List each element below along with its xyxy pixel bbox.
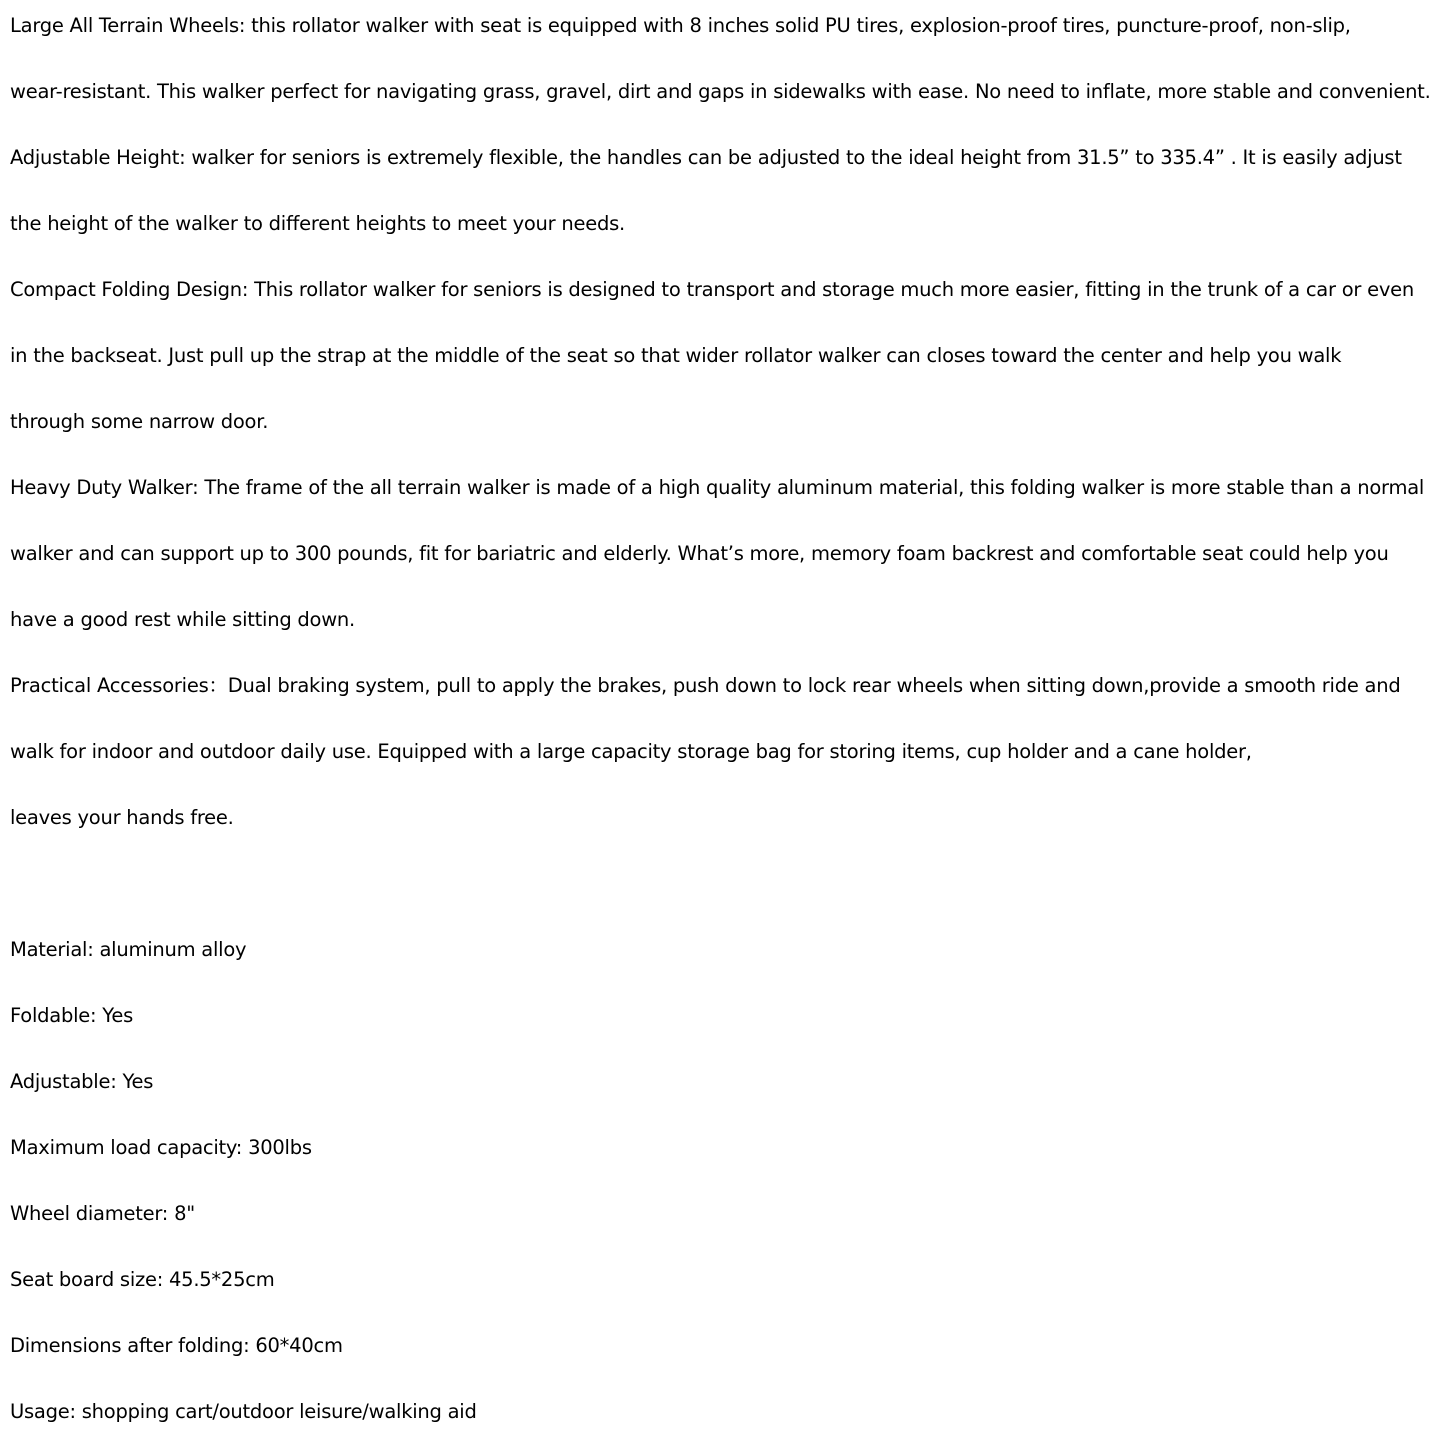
feature-heavy-duty-line-2: walker and can support up to 300 pounds, fit for bariatric and elderly. What’s more, memory foam backrest and comfortable seat could help you [10, 542, 1389, 565]
feature-accessories-line-1: Practical Accessories：Dual braking system, pull to apply the brakes, push down to lock rear wheels when sitting down,provide a smooth ride and [10, 674, 1401, 697]
feature-accessories-line-2: walk for indoor and outdoor daily use. Equipped with a large capacity storage bag for storing items, cup holder and a cane holder, [10, 740, 1252, 763]
spec-folded-dimensions: Dimensions after folding: 60*40cm [10, 1334, 343, 1357]
spec-usage: Usage: shopping cart/outdoor leisure/walking aid [10, 1400, 477, 1423]
feature-heavy-duty-line-1: Heavy Duty Walker: The frame of the all terrain walker is made of a high quality aluminum material, this folding walker is more stable than a normal [10, 476, 1425, 499]
feature-height-line-1: Adjustable Height: walker for seniors is extremely flexible, the handles can be adjusted to the ideal height from 31.5” to 335.4” . It is easily adjust [10, 146, 1402, 169]
spec-max-load: Maximum load capacity: 300lbs [10, 1136, 312, 1159]
feature-wheels-line-2: wear-resistant. This walker perfect for navigating grass, gravel, dirt and gaps in sidewalks with ease. No need to inflate, more stable and convenient. [10, 80, 1431, 103]
feature-folding-line-2: in the backseat. Just pull up the strap at the middle of the seat so that wider rollator walker can closes toward the center and help you walk [10, 344, 1342, 367]
spec-material: Material: aluminum alloy [10, 938, 247, 961]
feature-folding-line-3: through some narrow door. [10, 410, 269, 433]
spec-foldable: Foldable: Yes [10, 1004, 133, 1027]
spec-adjustable: Adjustable: Yes [10, 1070, 154, 1093]
spec-seat-board-size: Seat board size: 45.5*25cm [10, 1268, 275, 1291]
feature-heavy-duty-line-3: have a good rest while sitting down. [10, 608, 355, 631]
feature-wheels-line-1: Large All Terrain Wheels: this rollator walker with seat is equipped with 8 inches solid PU tires, explosion-proof tires, puncture-proof, non-slip, [10, 14, 1351, 37]
feature-accessories-line-3: leaves your hands free. [10, 806, 234, 829]
feature-height-line-2: the height of the walker to different heights to meet your needs. [10, 212, 625, 235]
feature-folding-line-1: Compact Folding Design: This rollator walker for seniors is designed to transport and storage much more easier, fitting in the trunk of a car or even [10, 278, 1414, 301]
spec-wheel-diameter: Wheel diameter: 8" [10, 1202, 195, 1225]
